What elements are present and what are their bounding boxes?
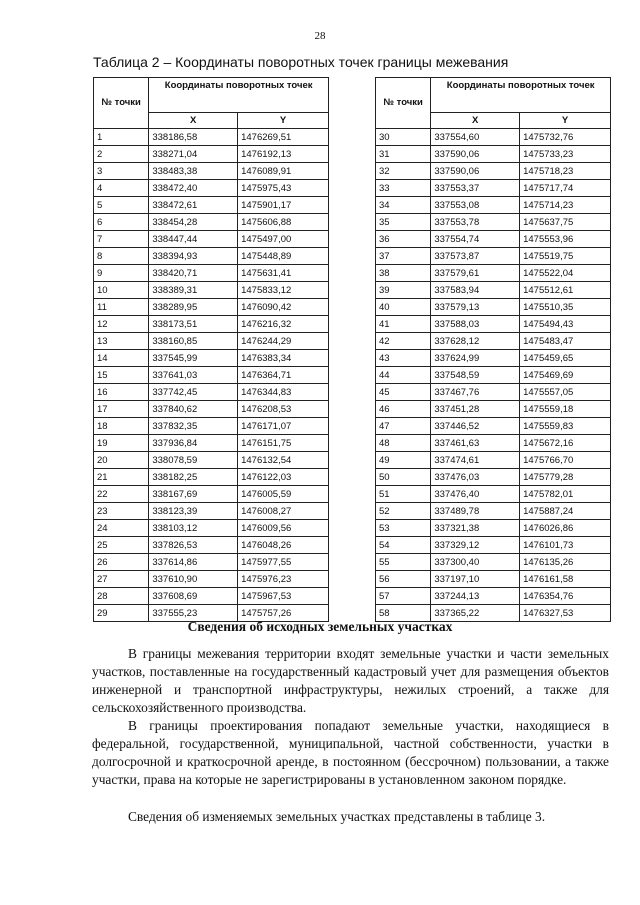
table-row <box>94 214 329 231</box>
y-coordinate-cell: 1475637,75 <box>520 214 611 231</box>
table-row <box>94 571 329 588</box>
x-coordinate-cell: 337555,23 <box>149 605 238 622</box>
x-coordinate-cell: 337826,53 <box>149 537 238 554</box>
table-row <box>94 129 329 146</box>
table-row <box>376 299 611 316</box>
table-row <box>94 163 329 180</box>
y-coordinate-cell: 1476005,59 <box>238 486 329 503</box>
point-number-cell: 12 <box>94 316 149 333</box>
point-number-cell: 1 <box>94 129 149 146</box>
point-number-cell: 15 <box>94 367 149 384</box>
table-row <box>376 401 611 418</box>
x-coordinate-cell: 337545,99 <box>149 350 238 367</box>
table-row <box>94 401 329 418</box>
x-coordinate-cell: 337832,35 <box>149 418 238 435</box>
point-number-cell: 37 <box>376 248 431 265</box>
x-coordinate-cell: 338389,31 <box>149 282 238 299</box>
y-coordinate-cell: 1476132,54 <box>238 452 329 469</box>
x-coordinate-cell: 338483,38 <box>149 163 238 180</box>
table-row <box>94 486 329 503</box>
y-coordinate-cell: 1475469,69 <box>520 367 611 384</box>
y-coordinate-cell: 1475975,43 <box>238 180 329 197</box>
x-coordinate-cell: 338186,58 <box>149 129 238 146</box>
x-coordinate-cell: 337610,90 <box>149 571 238 588</box>
point-number-cell: 33 <box>376 180 431 197</box>
header-coordinates: Координаты поворотных точек <box>149 78 329 113</box>
header-y: Y <box>238 113 329 129</box>
table-row <box>94 333 329 350</box>
y-coordinate-cell: 1475557,05 <box>520 384 611 401</box>
y-coordinate-cell: 1476354,76 <box>520 588 611 605</box>
x-coordinate-cell: 337608,69 <box>149 588 238 605</box>
table-row <box>94 197 329 214</box>
point-number-cell: 58 <box>376 605 431 622</box>
table-row <box>376 418 611 435</box>
table-row <box>94 537 329 554</box>
y-coordinate-cell: 1475717,74 <box>520 180 611 197</box>
y-coordinate-cell: 1475512,61 <box>520 282 611 299</box>
point-number-cell: 39 <box>376 282 431 299</box>
point-number-cell: 32 <box>376 163 431 180</box>
y-coordinate-cell: 1476216,32 <box>238 316 329 333</box>
x-coordinate-cell: 338420,71 <box>149 265 238 282</box>
table-row <box>94 231 329 248</box>
table-body-right <box>376 129 611 622</box>
table-row <box>376 452 611 469</box>
y-coordinate-cell: 1475901,17 <box>238 197 329 214</box>
table-row <box>94 452 329 469</box>
x-coordinate-cell: 337614,86 <box>149 554 238 571</box>
table-row <box>376 571 611 588</box>
table-row <box>376 469 611 486</box>
point-number-cell: 20 <box>94 452 149 469</box>
table-row <box>376 248 611 265</box>
x-coordinate-cell: 338472,40 <box>149 180 238 197</box>
point-number-cell: 4 <box>94 180 149 197</box>
table-row <box>376 265 611 282</box>
y-coordinate-cell: 1476344,83 <box>238 384 329 401</box>
x-coordinate-cell: 337553,08 <box>431 197 520 214</box>
x-coordinate-cell: 337446,52 <box>431 418 520 435</box>
y-coordinate-cell: 1476171,07 <box>238 418 329 435</box>
table-row <box>376 231 611 248</box>
x-coordinate-cell: 337840,62 <box>149 401 238 418</box>
point-number-cell: 2 <box>94 146 149 163</box>
y-coordinate-cell: 1475559,83 <box>520 418 611 435</box>
y-coordinate-cell: 1476208,53 <box>238 401 329 418</box>
header-x: X <box>149 113 238 129</box>
x-coordinate-cell: 337197,10 <box>431 571 520 588</box>
x-coordinate-cell: 337624,99 <box>431 350 520 367</box>
y-coordinate-cell: 1475672,16 <box>520 435 611 452</box>
y-coordinate-cell: 1475967,53 <box>238 588 329 605</box>
point-number-cell: 25 <box>94 537 149 554</box>
x-coordinate-cell: 337579,13 <box>431 299 520 316</box>
table-row <box>94 367 329 384</box>
point-number-cell: 13 <box>94 333 149 350</box>
coordinates-table-left <box>93 77 329 622</box>
point-number-cell: 51 <box>376 486 431 503</box>
point-number-cell: 52 <box>376 503 431 520</box>
point-number-cell: 30 <box>376 129 431 146</box>
table-row <box>94 520 329 537</box>
y-coordinate-cell: 1476026,86 <box>520 520 611 537</box>
y-coordinate-cell: 1475977,55 <box>238 554 329 571</box>
y-coordinate-cell: 1476192,13 <box>238 146 329 163</box>
table-caption: Таблица 2 – Координаты поворотных точек границы межевания <box>93 54 509 70</box>
point-number-cell: 36 <box>376 231 431 248</box>
table-row <box>376 316 611 333</box>
y-coordinate-cell: 1476101,73 <box>520 537 611 554</box>
point-number-cell: 8 <box>94 248 149 265</box>
y-coordinate-cell: 1476008,27 <box>238 503 329 520</box>
point-number-cell: 34 <box>376 197 431 214</box>
table-row <box>376 180 611 197</box>
table-row <box>376 367 611 384</box>
point-number-cell: 43 <box>376 350 431 367</box>
x-coordinate-cell: 337548,59 <box>431 367 520 384</box>
header-y: Y <box>520 113 611 129</box>
point-number-cell: 40 <box>376 299 431 316</box>
x-coordinate-cell: 338078,59 <box>149 452 238 469</box>
point-number-cell: 18 <box>94 418 149 435</box>
y-coordinate-cell: 1475887,24 <box>520 503 611 520</box>
table-row <box>376 520 611 537</box>
x-coordinate-cell: 337588,03 <box>431 316 520 333</box>
y-coordinate-cell: 1476135,26 <box>520 554 611 571</box>
x-coordinate-cell: 337321,38 <box>431 520 520 537</box>
point-number-cell: 47 <box>376 418 431 435</box>
x-coordinate-cell: 337583,94 <box>431 282 520 299</box>
point-number-cell: 3 <box>94 163 149 180</box>
x-coordinate-cell: 337451,28 <box>431 401 520 418</box>
table-row <box>376 163 611 180</box>
point-number-cell: 45 <box>376 384 431 401</box>
table-row <box>376 146 611 163</box>
paragraph: Сведения об изменяемых земельных участках представлены в таблице 3. <box>128 809 546 824</box>
x-coordinate-cell: 337742,45 <box>149 384 238 401</box>
x-coordinate-cell: 338103,12 <box>149 520 238 537</box>
point-number-cell: 5 <box>94 197 149 214</box>
point-number-cell: 7 <box>94 231 149 248</box>
table-row <box>94 554 329 571</box>
x-coordinate-cell: 337554,60 <box>431 129 520 146</box>
y-coordinate-cell: 1475714,23 <box>520 197 611 214</box>
point-number-cell: 26 <box>94 554 149 571</box>
x-coordinate-cell: 337329,12 <box>431 537 520 554</box>
table-row <box>94 588 329 605</box>
table-row <box>94 469 329 486</box>
point-number-cell: 16 <box>94 384 149 401</box>
x-coordinate-cell: 337461,63 <box>431 435 520 452</box>
y-coordinate-cell: 1475631,41 <box>238 265 329 282</box>
x-coordinate-cell: 338447,44 <box>149 231 238 248</box>
point-number-cell: 50 <box>376 469 431 486</box>
y-coordinate-cell: 1475459,65 <box>520 350 611 367</box>
x-coordinate-cell: 337244,13 <box>431 588 520 605</box>
y-coordinate-cell: 1476327,53 <box>520 605 611 622</box>
x-coordinate-cell: 338167,69 <box>149 486 238 503</box>
y-coordinate-cell: 1475559,18 <box>520 401 611 418</box>
y-coordinate-cell: 1475510,35 <box>520 299 611 316</box>
table-row <box>94 350 329 367</box>
x-coordinate-cell: 337300,40 <box>431 554 520 571</box>
y-coordinate-cell: 1475483,47 <box>520 333 611 350</box>
y-coordinate-cell: 1476244,29 <box>238 333 329 350</box>
table-row <box>94 146 329 163</box>
table-row <box>376 486 611 503</box>
point-number-cell: 48 <box>376 435 431 452</box>
point-number-cell: 41 <box>376 316 431 333</box>
table-row <box>94 418 329 435</box>
x-coordinate-cell: 337579,61 <box>431 265 520 282</box>
x-coordinate-cell: 337628,12 <box>431 333 520 350</box>
x-coordinate-cell: 337467,76 <box>431 384 520 401</box>
header-point-number: № точки <box>94 78 149 129</box>
point-number-cell: 17 <box>94 401 149 418</box>
y-coordinate-cell: 1475519,75 <box>520 248 611 265</box>
table-row <box>376 554 611 571</box>
x-coordinate-cell: 337936,84 <box>149 435 238 452</box>
x-coordinate-cell: 338271,04 <box>149 146 238 163</box>
table-row <box>376 129 611 146</box>
table-row <box>376 537 611 554</box>
table-row <box>376 282 611 299</box>
point-number-cell: 42 <box>376 333 431 350</box>
y-coordinate-cell: 1476048,26 <box>238 537 329 554</box>
point-number-cell: 54 <box>376 537 431 554</box>
table-row <box>94 316 329 333</box>
point-number-cell: 35 <box>376 214 431 231</box>
y-coordinate-cell: 1476383,34 <box>238 350 329 367</box>
table-row <box>376 350 611 367</box>
y-coordinate-cell: 1476009,56 <box>238 520 329 537</box>
x-coordinate-cell: 337553,37 <box>431 180 520 197</box>
y-coordinate-cell: 1476161,58 <box>520 571 611 588</box>
x-coordinate-cell: 338173,51 <box>149 316 238 333</box>
point-number-cell: 10 <box>94 282 149 299</box>
point-number-cell: 19 <box>94 435 149 452</box>
x-coordinate-cell: 337489,78 <box>431 503 520 520</box>
paragraph: В границы межевания территории входят земельные участки и части земельных участков, поставленные на государственный кадастровый учет для размещения объектов инженерной и транспортной инфраструктуры, нежилых строений, а также для сельскохозяйственного производства. <box>92 646 609 715</box>
y-coordinate-cell: 1476151,75 <box>238 435 329 452</box>
table-row <box>94 180 329 197</box>
table-row <box>376 588 611 605</box>
point-number-cell: 57 <box>376 588 431 605</box>
table-row <box>94 503 329 520</box>
header-coordinates: Координаты поворотных точек <box>431 78 611 113</box>
point-number-cell: 14 <box>94 350 149 367</box>
point-number-cell: 38 <box>376 265 431 282</box>
point-number-cell: 55 <box>376 554 431 571</box>
x-coordinate-cell: 337476,40 <box>431 486 520 503</box>
x-coordinate-cell: 337641,03 <box>149 367 238 384</box>
y-coordinate-cell: 1475522,04 <box>520 265 611 282</box>
point-number-cell: 24 <box>94 520 149 537</box>
table-row <box>376 214 611 231</box>
y-coordinate-cell: 1475448,89 <box>238 248 329 265</box>
table-row <box>376 435 611 452</box>
y-coordinate-cell: 1475733,23 <box>520 146 611 163</box>
x-coordinate-cell: 338123,39 <box>149 503 238 520</box>
x-coordinate-cell: 337365,22 <box>431 605 520 622</box>
table-row <box>376 384 611 401</box>
x-coordinate-cell: 338160,85 <box>149 333 238 350</box>
y-coordinate-cell: 1476122,03 <box>238 469 329 486</box>
point-number-cell: 31 <box>376 146 431 163</box>
point-number-cell: 44 <box>376 367 431 384</box>
y-coordinate-cell: 1475833,12 <box>238 282 329 299</box>
point-number-cell: 9 <box>94 265 149 282</box>
y-coordinate-cell: 1475976,23 <box>238 571 329 588</box>
x-coordinate-cell: 338289,95 <box>149 299 238 316</box>
table-row <box>376 333 611 350</box>
point-number-cell: 21 <box>94 469 149 486</box>
y-coordinate-cell: 1475497,00 <box>238 231 329 248</box>
y-coordinate-cell: 1475494,43 <box>520 316 611 333</box>
point-number-cell: 49 <box>376 452 431 469</box>
x-coordinate-cell: 337573,87 <box>431 248 520 265</box>
x-coordinate-cell: 338472,61 <box>149 197 238 214</box>
section-heading: Сведения об исходных земельных участках <box>187 619 453 634</box>
x-coordinate-cell: 337590,06 <box>431 146 520 163</box>
y-coordinate-cell: 1475732,76 <box>520 129 611 146</box>
point-number-cell: 46 <box>376 401 431 418</box>
y-coordinate-cell: 1475553,96 <box>520 231 611 248</box>
x-coordinate-cell: 337553,78 <box>431 214 520 231</box>
point-number-cell: 23 <box>94 503 149 520</box>
y-coordinate-cell: 1476089,91 <box>238 163 329 180</box>
point-number-cell: 56 <box>376 571 431 588</box>
point-number-cell: 22 <box>94 486 149 503</box>
y-coordinate-cell: 1475606,88 <box>238 214 329 231</box>
table-body-left <box>94 129 329 622</box>
paragraph: В границы проектирования попадают земельные участки, находящиеся в федеральной, государственной, муниципальной, частной собственности, участки в долгосрочной и краткосрочной аренде, в постоянном (бессрочном) пользовании, а также участки, права на которые не зарегистрированы в установленном законом порядке. <box>92 718 609 787</box>
x-coordinate-cell: 337554,74 <box>431 231 520 248</box>
header-x: X <box>431 113 520 129</box>
point-number-cell: 53 <box>376 520 431 537</box>
x-coordinate-cell: 337590,06 <box>431 163 520 180</box>
table-row <box>94 248 329 265</box>
table-row <box>376 197 611 214</box>
y-coordinate-cell: 1476090,42 <box>238 299 329 316</box>
y-coordinate-cell: 1475718,23 <box>520 163 611 180</box>
x-coordinate-cell: 337474,61 <box>431 452 520 469</box>
x-coordinate-cell: 337476,03 <box>431 469 520 486</box>
point-number-cell: 11 <box>94 299 149 316</box>
y-coordinate-cell: 1476269,51 <box>238 129 329 146</box>
coordinates-table-right <box>375 77 611 622</box>
table-row <box>94 265 329 282</box>
table-row <box>94 384 329 401</box>
point-number-cell: 27 <box>94 571 149 588</box>
table-row <box>94 299 329 316</box>
x-coordinate-cell: 338394,93 <box>149 248 238 265</box>
y-coordinate-cell: 1475757,26 <box>238 605 329 622</box>
table-row <box>94 282 329 299</box>
x-coordinate-cell: 338454,28 <box>149 214 238 231</box>
point-number-cell: 6 <box>94 214 149 231</box>
point-number-cell: 28 <box>94 588 149 605</box>
x-coordinate-cell: 338182,25 <box>149 469 238 486</box>
header-point-number: № точки <box>376 78 431 129</box>
table-row <box>94 435 329 452</box>
y-coordinate-cell: 1475766,70 <box>520 452 611 469</box>
y-coordinate-cell: 1475779,28 <box>520 469 611 486</box>
point-number-cell: 29 <box>94 605 149 622</box>
table-row <box>376 503 611 520</box>
y-coordinate-cell: 1476364,71 <box>238 367 329 384</box>
page-number: 28 <box>314 30 326 42</box>
y-coordinate-cell: 1475782,01 <box>520 486 611 503</box>
